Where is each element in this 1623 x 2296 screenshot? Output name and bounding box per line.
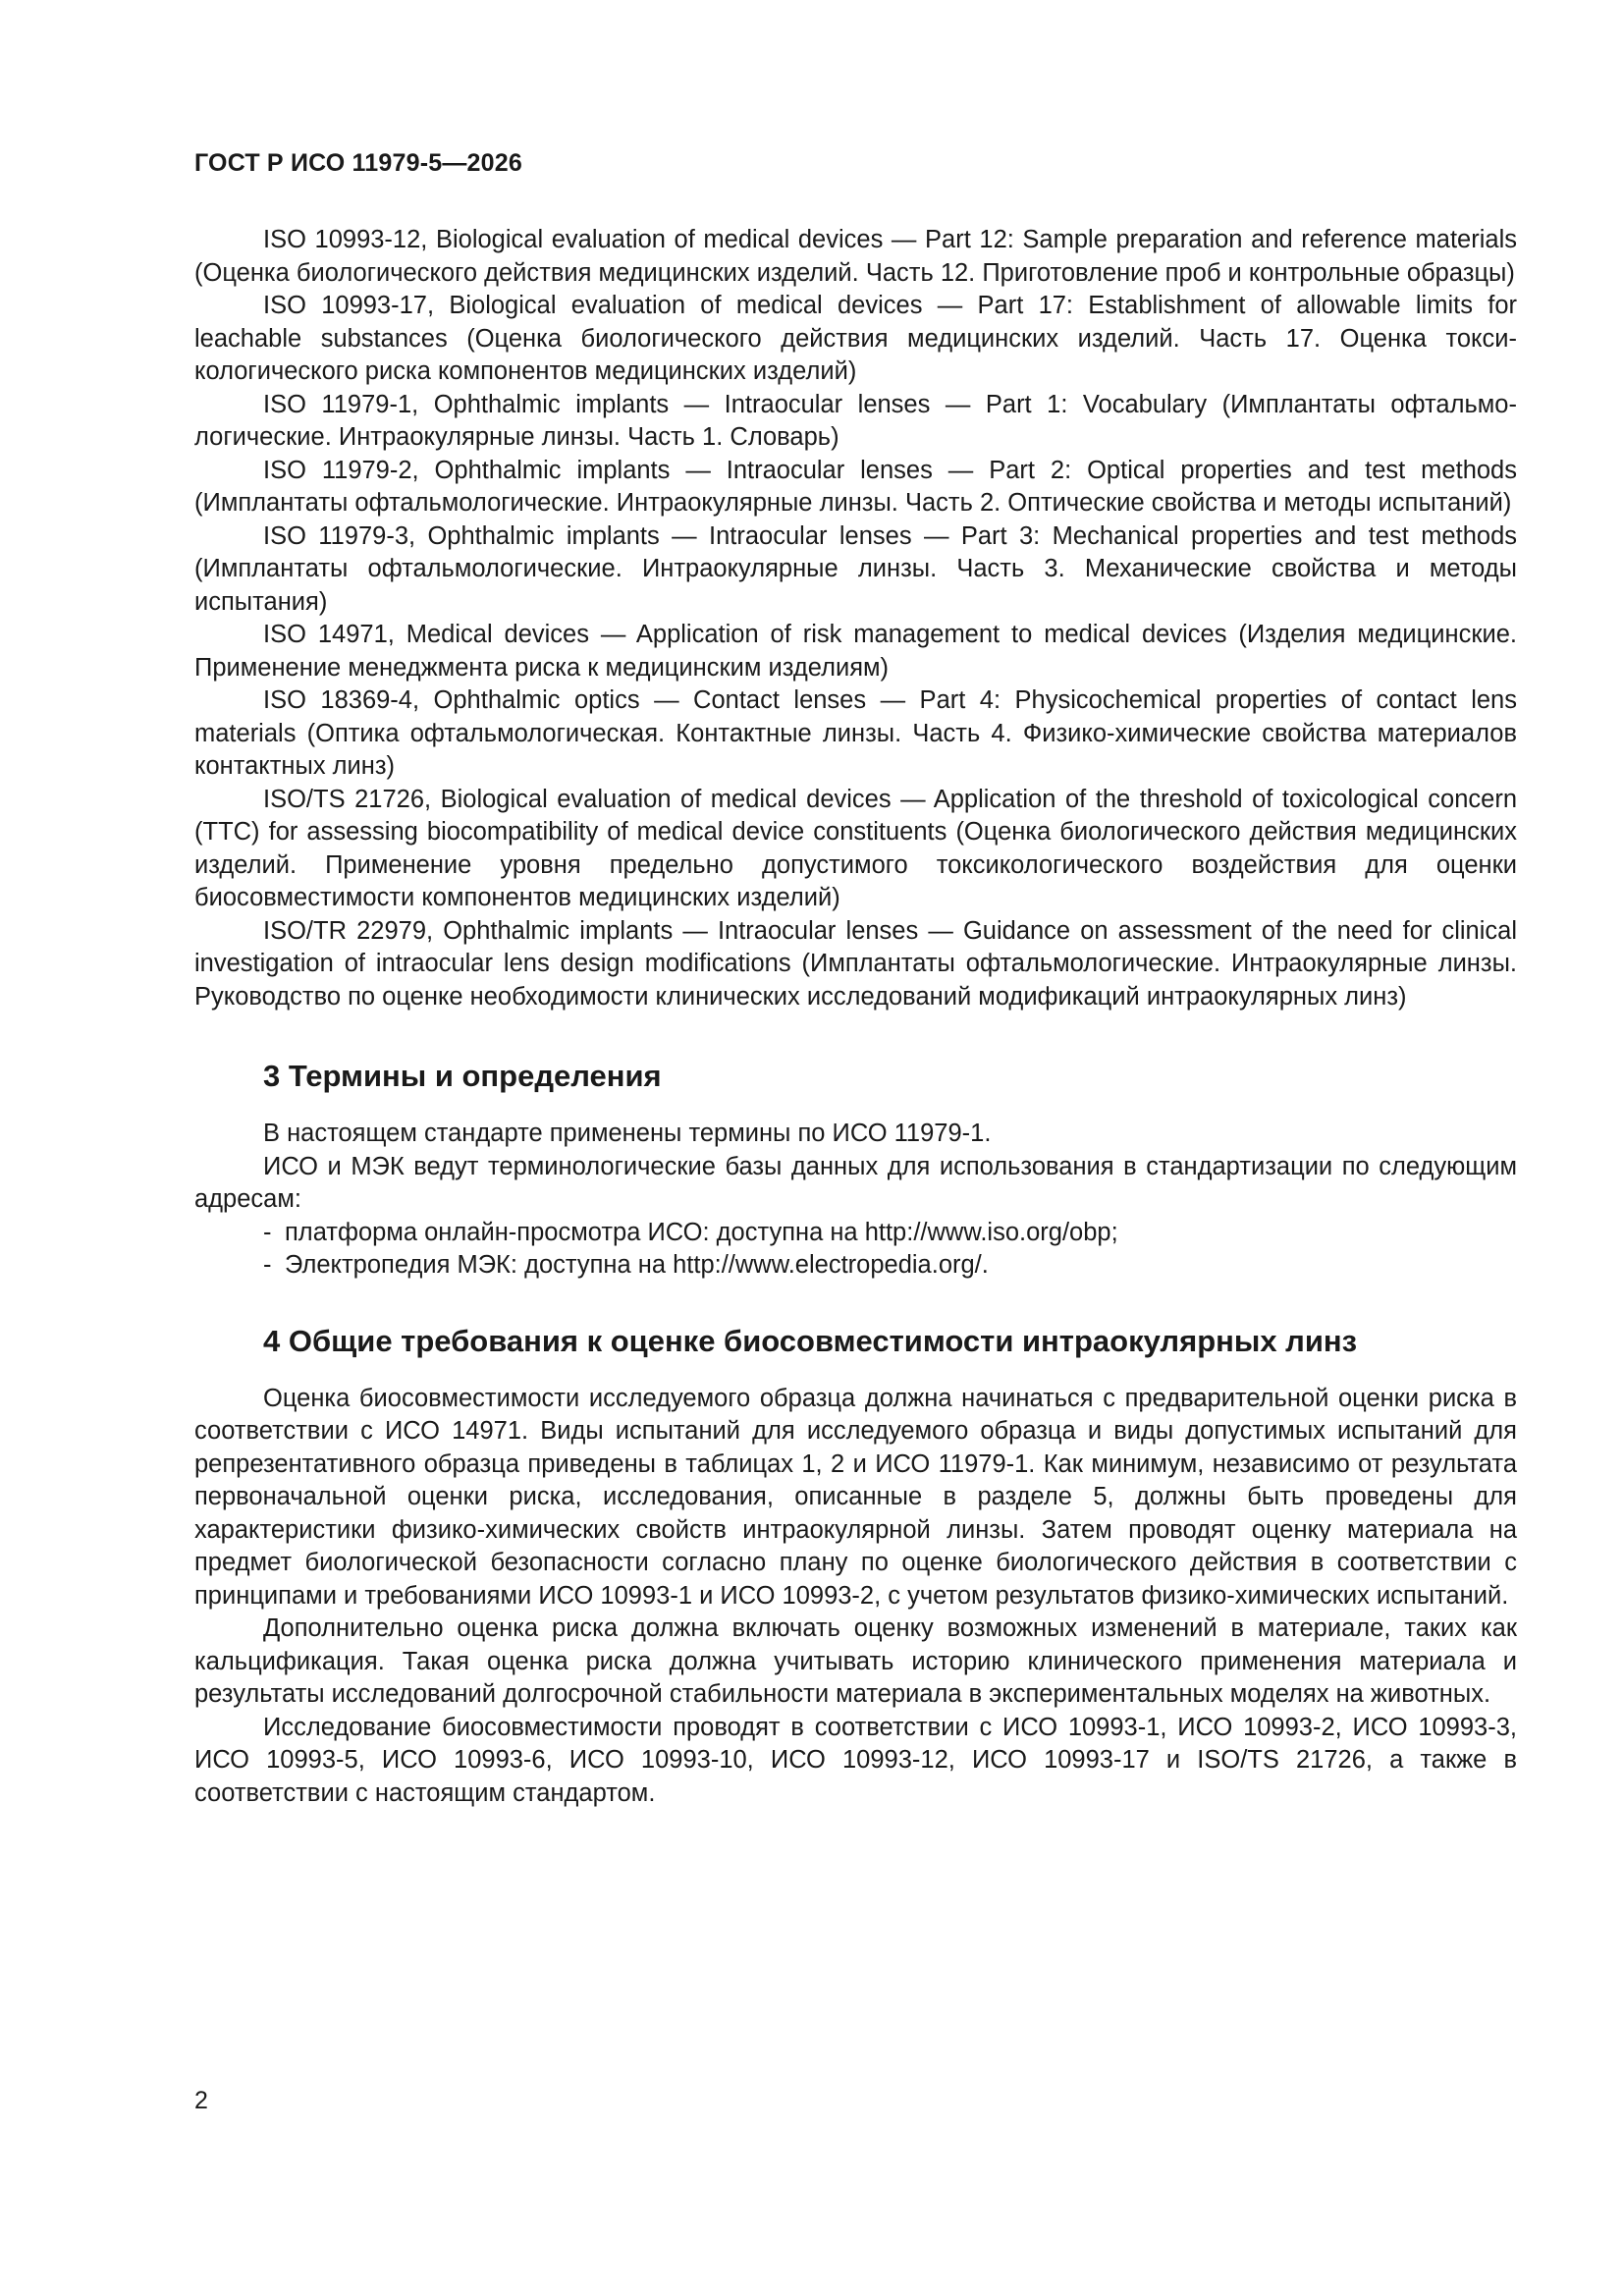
list-item-text: Электропедия МЭК: доступна на http://www.electropedia.org/. bbox=[285, 1251, 989, 1279]
terminology-database-list bbox=[194, 1217, 1517, 1283]
section-4-paragraph: Оценка биосовместимости исследуемого образца должна начинаться с предварительной оценки риска в соответствии с ИСО 14971. Виды испытаний для исследуемого образца и виды допустимых испытаний для репрезентативного образца приведены в таблицах 1, 2 и ИСО 11979-1. Как минимум, независимо от результата первоначальной оценки риска, исследования, описанные в разделе 5, должны быть проведены для характеристики физико-химических свойств интраокулярной линзы. Затем проводят оценку материала на предмет биологической безопасности согласно плану по оценке биологического действия в соответствии с принципами и требованиями ИСО 10993-1 и ИСО 10993-2, с учетом результатов физико-химических испытаний. bbox=[194, 1384, 1517, 1610]
list-item bbox=[194, 1249, 1517, 1283]
page-body bbox=[194, 224, 1517, 1810]
section-3-body bbox=[194, 1118, 1517, 1283]
normative-references-list bbox=[194, 224, 1517, 1013]
list-item bbox=[194, 1217, 1517, 1250]
section-3-heading: 3 Термины и определения bbox=[263, 1059, 662, 1093]
document-code-header: ГОСТ Р ИСО 11979-5—2026 bbox=[194, 149, 522, 177]
reference-entry: ISO 10993-17, Biological evaluation of medical devices — Part 17: Establishment of allowable limits for leachable substances (Оценка биологического действия медицинских изделий. Часть 17. Оценка токсикологического риска компонентов медицинских изделий) bbox=[194, 292, 1517, 385]
list-dash: - bbox=[263, 1251, 272, 1279]
section-4-heading: 4 Общие требования к оценке биосовместимости интраокулярных линз bbox=[263, 1323, 1358, 1358]
reference-entry: ISO/TR 22979, Ophthalmic implants — Intraocular lenses — Guidance on assessment of the need for clinical investigation of intraocular lens design modifications (Имплантаты офтальмологические. Интраокулярные линзы. Руководство по оценке необходимости клинических исследований модификаций интраокулярных линз) bbox=[194, 916, 1517, 1011]
list-item-text: платформа онлайн-просмотра ИСО: доступна на http://www.iso.org/obp; bbox=[285, 1218, 1118, 1246]
reference-entry: ISO 10993-12, Biological evaluation of medical devices — Part 12: Sample preparation and reference materials (Оценка биологического действия медицинских изделий. Часть 12. Приготовление проб и контрольные образцы) bbox=[194, 226, 1517, 287]
section-4-body bbox=[194, 1383, 1517, 1811]
section-4-paragraph: Исследование биосовместимости проводят в соответствии с ИСО 10993-1, ИСО 10993-2, ИСО 10993-3, ИСО 10993-5, ИСО 10993-6, ИСО 10993-10, ИСО 10993-12, ИСО 10993-17 и ISO/TS 21726, а также в соответствии с настоящим стандартом. bbox=[194, 1713, 1517, 1807]
reference-entry: ISO 18369-4, Ophthalmic optics — Contact lenses — Part 4: Physicochemical properties of contact lens materials (Оптика офтальмологическая. Контактные линзы. Часть 4. Физико-химические свойства материалов контактных линз) bbox=[194, 686, 1517, 780]
reference-entry: ISO 11979-2, Ophthalmic implants — Intraocular lenses — Part 2: Optical properties and test methods (Имплантаты офтальмологические. Интраокулярные линзы. Часть 2. Оптические свойства и методы испытаний) bbox=[194, 456, 1517, 517]
reference-entry: ISO/TS 21726, Biological evaluation of medical devices — Application of the threshold of toxicological concern (TTC) for assessing biocompatibility of medical device constituents (Оценка биологического действия медицинских изделий. Применение уровня предельно допустимого токсикологического воздействия для оценки биосовместимости компонентов медицинских изделий) bbox=[194, 785, 1517, 911]
section-3-paragraph: ИСО и МЭК ведут терминологические базы данных для использования в стандартизации по следующим адресам: bbox=[194, 1152, 1517, 1213]
reference-entry: ISO 11979-3, Ophthalmic implants — Intraocular lenses — Part 3: Mechanical properties and test methods (Имплантаты офтальмологические. Интраокулярные линзы. Часть 3. Механические свойства и методы испытания) bbox=[194, 521, 1517, 616]
section-3-paragraph: В настоящем стандарте применены термины по ИСО 11979-1. bbox=[263, 1120, 992, 1147]
section-4-paragraph: Дополнительно оценка риска должна включать оценку возможных изменений в материале, таких как кальцификация. Такая оценка риска должна учитывать историю клинического применения материала и результаты исследований долгосрочной стабильности материала в экспериментальных моделях на животных. bbox=[194, 1614, 1517, 1708]
reference-entry: ISO 11979-1, Ophthalmic implants — Intraocular lenses — Part 1: Vocabulary (Имплантаты офтальмологические. Интраокулярные линзы. Часть 1. Словарь) bbox=[194, 390, 1517, 451]
page-number: 2 bbox=[194, 2087, 208, 2114]
reference-entry: ISO 14971, Medical devices — Application of risk management to medical devices (Изделия медицинские. Применение менеджмента риска к медицинским изделиям) bbox=[194, 621, 1517, 682]
list-dash: - bbox=[263, 1218, 272, 1246]
